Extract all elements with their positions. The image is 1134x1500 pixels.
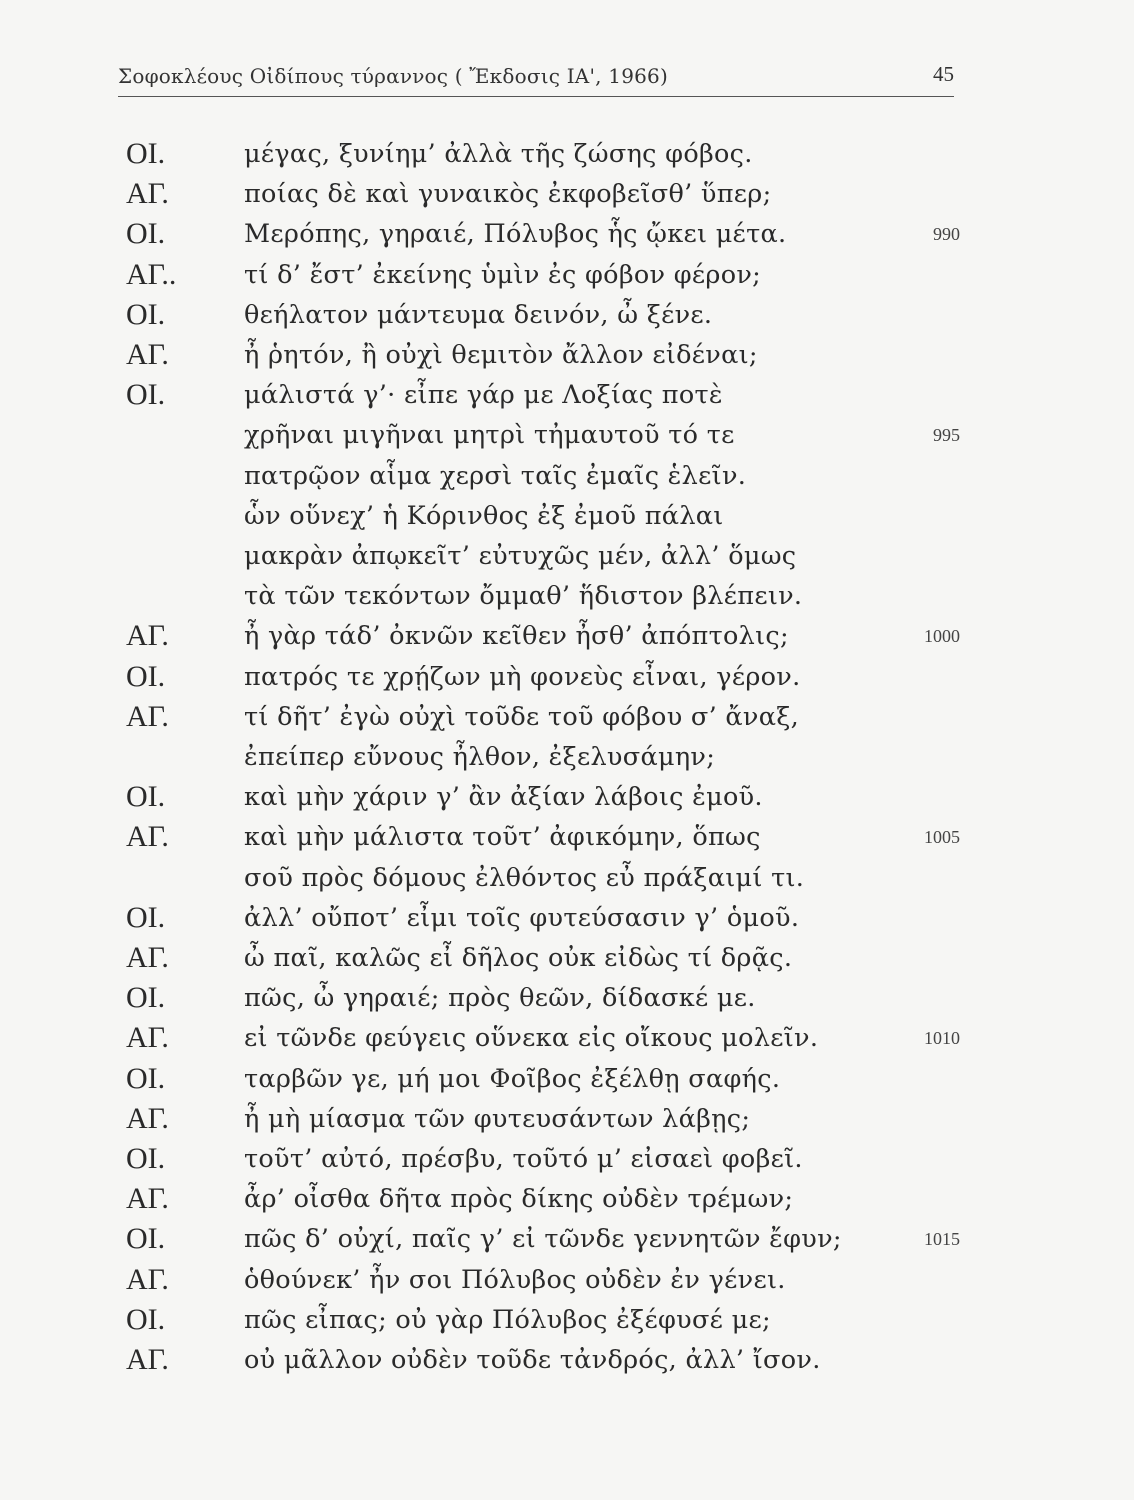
verse-line: [0, 375, 1134, 415]
line-text: θεήλατον μάντευμα δεινόν, ὦ ξένε.: [244, 299, 713, 330]
speaker-label: ΑΓ.: [126, 338, 169, 371]
verse-line: [0, 214, 1134, 254]
verse-line: [0, 657, 1134, 697]
speaker-label: ΟΙ.: [126, 780, 166, 814]
line-text: σοῦ πρὸς δόμους ἐλθόντος εὖ πράξαιμί τι.: [244, 862, 805, 893]
line-text: καὶ μὴν μάλιστα τοῦτ’ ἀφικόμην, ὅπως: [244, 822, 761, 853]
line-text: χρῆναι μιγῆναι μητρὶ τἠμαυτοῦ τό τε: [244, 420, 735, 451]
line-text: μάλιστά γ’· εἶπε γάρ με Λοξίας ποτὲ: [244, 380, 723, 411]
speaker-label: ΑΓ.: [126, 1101, 169, 1135]
verse-line: [0, 737, 1134, 777]
line-number: 995: [933, 425, 960, 446]
verse-line: [0, 456, 1134, 496]
speaker-label: ΟΙ.: [126, 900, 166, 934]
speaker-label: ΟΙ.: [126, 659, 166, 693]
line-number: 1010: [924, 1028, 960, 1049]
line-text: ἐπείπερ εὔνους ἦλθον, ἐξελυσάμην;: [244, 742, 716, 772]
verse-line: [0, 1059, 1134, 1099]
verse-line: [0, 1340, 1134, 1380]
speaker-label: ΑΓ.: [126, 820, 169, 854]
line-text: οὐ μᾶλλον οὐδὲν τοῦδε τἀνδρός, ἀλλ’ ἴσον.: [244, 1345, 821, 1375]
verse-line: [0, 1099, 1134, 1139]
verse-line: [0, 777, 1134, 817]
line-number: 1005: [924, 827, 960, 848]
verse-line: [0, 415, 1134, 455]
verse-line: [0, 1300, 1134, 1340]
line-text: πῶς δ’ οὐχί, παῖς γ’ εἰ τῶνδε γεννητῶν ἔφυν;: [244, 1224, 842, 1255]
line-text: πῶς, ὦ γηραιέ; πρὸς θεῶν, δίδασκέ με.: [244, 983, 756, 1014]
verse-line: [0, 1260, 1134, 1300]
verse-line: [0, 174, 1134, 214]
line-text: ὧν οὕνεχ’ ἡ Κόρινθος ἐξ ἐμοῦ πάλαι: [244, 500, 724, 531]
verse-line: [0, 1018, 1134, 1058]
speaker-label: ΑΓ.: [126, 1343, 169, 1376]
line-text: ποίας δὲ καὶ γυναικὸς ἐκφοβεῖσθ’ ὕπερ;: [244, 179, 772, 210]
line-number: 1015: [924, 1229, 960, 1250]
line-text: ἦ γὰρ τάδ’ ὀκνῶν κεῖθεν ἦσθ’ ἀπόπτολις;: [244, 621, 789, 652]
verse-line: [0, 697, 1134, 737]
line-text: ἀλλ’ οὔποτ’ εἶμι τοῖς φυτεύσασιν γ’ ὁμοῦ.: [244, 902, 800, 933]
speaker-label: ΑΓ..: [126, 257, 177, 291]
speaker-label: ΟΙ.: [126, 378, 166, 412]
speaker-label: ΟΙ.: [126, 217, 166, 251]
verse-line: [0, 978, 1134, 1018]
line-text: ἦ ῥητόν, ἢ οὐχὶ θεμιτὸν ἄλλον εἰδέναι;: [244, 340, 758, 370]
line-text: τί δ’ ἔστ’ ἐκείνης ὑμὶν ἐς φόβον φέρον;: [244, 259, 762, 290]
verse-line: [0, 817, 1134, 857]
verse-line: [0, 1139, 1134, 1179]
line-text: ὦ παῖ, καλῶς εἶ δῆλος οὐκ εἰδὼς τί δρᾷς.: [244, 943, 793, 973]
speaker-label: ΟΙ.: [126, 1302, 166, 1336]
line-text: ἦ μὴ μίασμα τῶν φυτευσάντων λάβῃς;: [244, 1103, 751, 1134]
speaker-label: ΑΓ.: [126, 177, 169, 211]
verse-line: [0, 576, 1134, 616]
speaker-label: ΑΓ.: [126, 1262, 169, 1296]
line-text: πατρῷον αἷμα χερσὶ ταῖς ἐμαῖς ἑλεῖν.: [244, 460, 747, 491]
verse-line: [0, 255, 1134, 295]
verse-line: [0, 496, 1134, 536]
line-text: καὶ μὴν χάριν γ’ ἂν ἀξίαν λάβοις ἐμοῦ.: [244, 782, 763, 813]
verse-line: [0, 1179, 1134, 1219]
speaker-label: ΑΓ.: [126, 1182, 169, 1216]
line-number: 1000: [924, 626, 960, 647]
speaker-label: ΑΓ.: [126, 1021, 169, 1055]
line-text: ταρβῶν γε, μή μοι Φοῖβος ἐξέλθῃ σαφής.: [244, 1063, 781, 1094]
line-text: τί δῆτ’ ἐγὼ οὐχὶ τοῦδε τοῦ φόβου σ’ ἄναξ,: [244, 701, 800, 732]
running-title: Σοφοκλέους Οἰδίπους τύραννος ( Ἔκδοσις ΙΑ', 1966): [118, 64, 668, 88]
speaker-label: ΟΙ.: [126, 137, 166, 170]
line-text: τοῦτ’ αὐτό, πρέσβυ, τοῦτό μ’ εἰσαεὶ φοβεῖ.: [244, 1144, 803, 1174]
line-text: μέγας, ξυνίημ’ ἀλλὰ τῆς ζώσης φόβος.: [244, 139, 753, 169]
verse-line: [0, 536, 1134, 576]
speaker-label: ΟΙ.: [126, 1061, 166, 1095]
line-text: πῶς εἶπας; οὐ γὰρ Πόλυβος ἐξέφυσέ με;: [244, 1304, 771, 1335]
speaker-label: ΑΓ.: [126, 941, 169, 974]
speaker-label: ΟΙ.: [126, 1142, 166, 1175]
speaker-label: ΟΙ.: [126, 1222, 166, 1256]
line-text: εἰ τῶνδε φεύγεις οὕνεκα εἰς οἴκους μολεῖν.: [244, 1023, 819, 1054]
speaker-label: ΑΓ.: [126, 619, 169, 653]
line-number: 990: [933, 224, 960, 245]
verse-line: [0, 295, 1134, 335]
verse-line: [0, 938, 1134, 978]
line-text: μακρὰν ἀπῳκεῖτ’ εὐτυχῶς μέν, ἀλλ’ ὅμως: [244, 541, 797, 571]
speaker-label: ΟΙ.: [126, 297, 166, 331]
line-text: πατρός τε χρῄζων μὴ φονεὺς εἶναι, γέρον.: [244, 661, 801, 692]
verse-line: [0, 898, 1134, 938]
speaker-label: ΑΓ.: [126, 699, 169, 733]
speaker-label: ΟΙ.: [126, 981, 166, 1015]
verse-line: [0, 1219, 1134, 1259]
verse-line: [0, 858, 1134, 898]
verse-line: [0, 335, 1134, 375]
line-text: τὰ τῶν τεκόντων ὄμμαθ’ ἥδιστον βλέπειν.: [244, 581, 803, 612]
line-text: ἆρ’ οἶσθα δῆτα πρὸς δίκης οὐδὲν τρέμων;: [244, 1184, 794, 1215]
line-text: Μερόπης, γηραιέ, Πόλυβος ἧς ᾤκει μέτα.: [244, 219, 787, 250]
page-number: 45: [933, 62, 954, 86]
verse-line: [0, 134, 1134, 174]
line-text: ὁθούνεκ’ ἦν σοι Πόλυβος οὐδὲν ἐν γένει.: [244, 1264, 786, 1295]
verse-line: [0, 616, 1134, 656]
